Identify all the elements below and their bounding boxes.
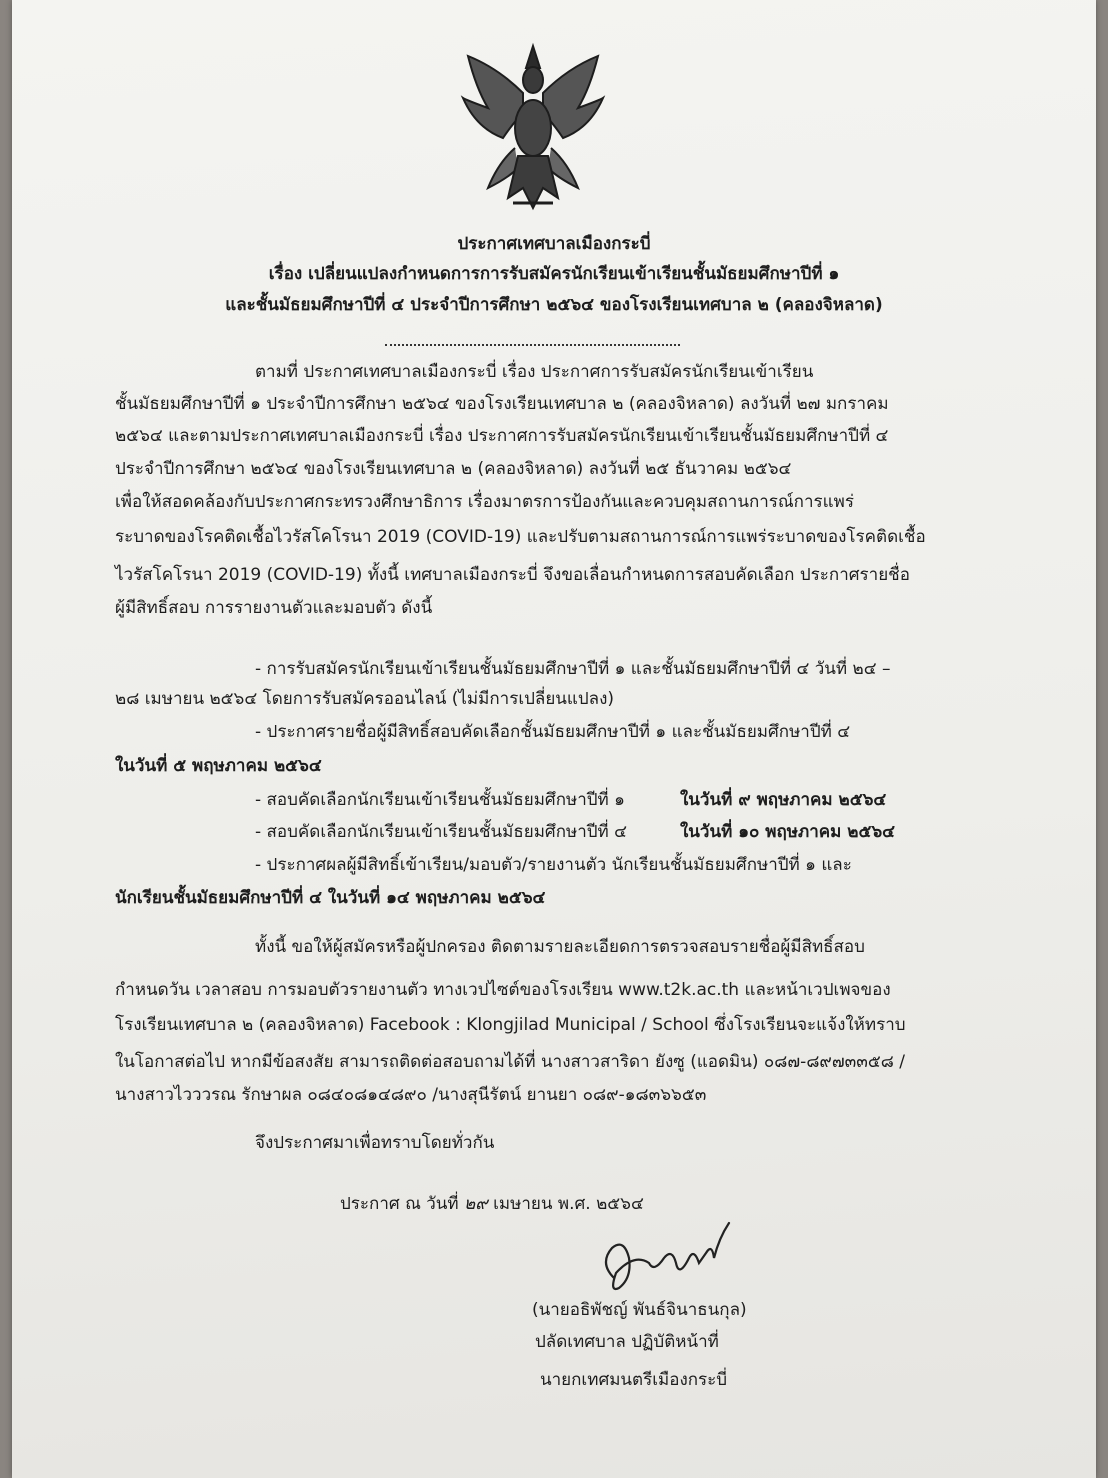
date-day-handwritten: ๒๙: [464, 1194, 488, 1214]
subject-line-2: และชั้นมัธยมศึกษาปีที่ ๔ ประจำปีการศึกษา ๒๕๖๔ ของโรงเรียนเทศบาล ๒ (คลองจิหลาด): [225, 295, 883, 315]
schedule-item: - การรับสมัครนักเรียนเข้าเรียนชั้นมัธยมศึกษาปีที่ ๑ และชั้นมัธยมศึกษาปีที่ ๔ วันที่ ๒๔ –: [255, 659, 891, 679]
closing-text: จึงประกาศมาเพื่อทราบโดยทั่วกัน: [255, 1133, 495, 1153]
schedule-item: ๒๘ เมษายน ๒๕๖๔ โดยการรับสมัครออนไลน์ (ไม่มีการเปลี่ยนแปลง): [115, 689, 615, 709]
notice-line: ในโอกาสต่อไป หากมีข้อสงสัย สามารถติดต่อสอบถามได้ที่ นางสาวสาริดา ยังซู (แอดมิน) ๐๘๗-๘๙๗๓๓๕๘ /: [115, 1052, 906, 1072]
intro-line: ระบาดของโรคติดเชื้อไวรัสโคโรนา 2019 (COVID-19) และปรับตามสถานการณ์การแพร่ระบาดของโรคติดเชื้อ: [115, 527, 926, 547]
notice-line: โรงเรียนเทศบาล ๒ (คลองจิหลาด) Facebook : Klongjilad Municipal / School ซึ่งโรงเรียนจะแจ้งให้ทราบ: [115, 1015, 906, 1035]
signatory-name: (นายอธิพัชญ์ พันธ์จินาธนกุล): [532, 1300, 747, 1320]
intro-line: เพื่อให้สอดคล้องกับประกาศกระทรวงศึกษาธิการ เรื่องมาตรการป้องกันและควบคุมสถานการณ์การแพร่: [115, 492, 854, 512]
signatory-position: ปลัดเทศบาล ปฏิบัติหน้าที่: [535, 1332, 719, 1352]
subject-line-1: เรื่อง เปลี่ยนแปลงกำหนดการการรับสมัครนักเรียนเข้าเรียนชั้นมัธยมศึกษาปีที่ ๑: [268, 264, 840, 284]
schedule-item: - ประกาศรายชื่อผู้มีสิทธิ์สอบคัดเลือกชั้นมัธยมศึกษาปีที่ ๑ และชั้นมัธยมศึกษาปีที่ ๔: [255, 722, 851, 742]
schedule-date: ในวันที่ ๕ พฤษภาคม ๒๕๖๔: [115, 756, 322, 776]
schedule-date: ในวันที่ ๑๐ พฤษภาคม ๒๕๖๔: [680, 822, 895, 842]
date-prefix: ประกาศ ณ วันที่: [340, 1194, 459, 1214]
notice-line: กำหนดวัน เวลาสอบ การมอบตัวรายงานตัว ทางเวปไซต์ของโรงเรียน www.t2k.ac.th และหน้าเวปเพจของ: [115, 980, 891, 1000]
schedule-item: - สอบคัดเลือกนักเรียนเข้าเรียนชั้นมัธยมศึกษาปีที่ ๑: [255, 790, 625, 810]
date-rest: เมษายน พ.ศ. ๒๕๖๔: [493, 1194, 644, 1214]
intro-line: ๒๕๖๔ และตามประกาศเทศบาลเมืองกระบี่ เรื่อง ประกาศการรับสมัครนักเรียนเข้าเรียนชั้นมัธยมศึกษาปีที่ ๔: [115, 426, 889, 446]
notice-line: ทั้งนี้ ขอให้ผู้สมัครหรือผู้ปกครอง ติดตามรายละเอียดการตรวจสอบรายชื่อผู้มีสิทธิ์สอบ: [255, 937, 865, 957]
intro-line: ตามที่ ประกาศเทศบาลเมืองกระบี่ เรื่อง ประกาศการรับสมัครนักเรียนเข้าเรียน: [255, 362, 814, 382]
schedule-date: นักเรียนชั้นมัธยมศึกษาปีที่ ๔ ในวันที่ ๑๔ พฤษภาคม ๒๕๖๔: [115, 888, 546, 908]
announcement-title: ประกาศเทศบาลเมืองกระบี่: [457, 234, 651, 254]
signature-icon: [594, 1218, 734, 1308]
schedule-item: - สอบคัดเลือกนักเรียนเข้าเรียนชั้นมัธยมศึกษาปีที่ ๔: [255, 822, 628, 842]
intro-line: ผู้มีสิทธิ์สอบ การรายงานตัวและมอบตัว ดังนี้: [115, 598, 433, 618]
garuda-emblem-icon: [458, 38, 608, 218]
announcement-date: [340, 1192, 644, 1216]
schedule-date: ในวันที่ ๙ พฤษภาคม ๒๕๖๔: [680, 790, 887, 810]
intro-line: ชั้นมัธยมศึกษาปีที่ ๑ ประจำปีการศึกษา ๒๕๖๔ ของโรงเรียนเทศบาล ๒ (คลองจิหลาด) ลงวันที่ ๒๗ มกราคม: [115, 394, 889, 414]
signatory-position: นายกเทศมนตรีเมืองกระบี่: [540, 1370, 728, 1390]
dotted-divider: [385, 344, 680, 346]
intro-line: ไวรัสโคโรนา 2019 (COVID-19) ทั้งนี้ เทศบาลเมืองกระบี่ จึงขอเลื่อนกำหนดการสอบคัดเลือก ประกาศรายชื่อ: [115, 565, 910, 585]
intro-line: ประจำปีการศึกษา ๒๕๖๔ ของโรงเรียนเทศบาล ๒ (คลองจิหลาด) ลงวันที่ ๒๕ ธันวาคม ๒๕๖๔: [115, 459, 792, 479]
schedule-item: - ประกาศผลผู้มีสิทธิ์เข้าเรียน/มอบตัว/รายงานตัว นักเรียนชั้นมัธยมศึกษาปีที่ ๑ และ: [255, 855, 852, 875]
notice-line: นางสาวไวววรณ รักษาผล ๐๘๔๐๘๑๔๘๙๐ /นางสุนีรัตน์ ยานยา ๐๘๙-๑๘๓๖๖๕๓: [115, 1085, 707, 1105]
